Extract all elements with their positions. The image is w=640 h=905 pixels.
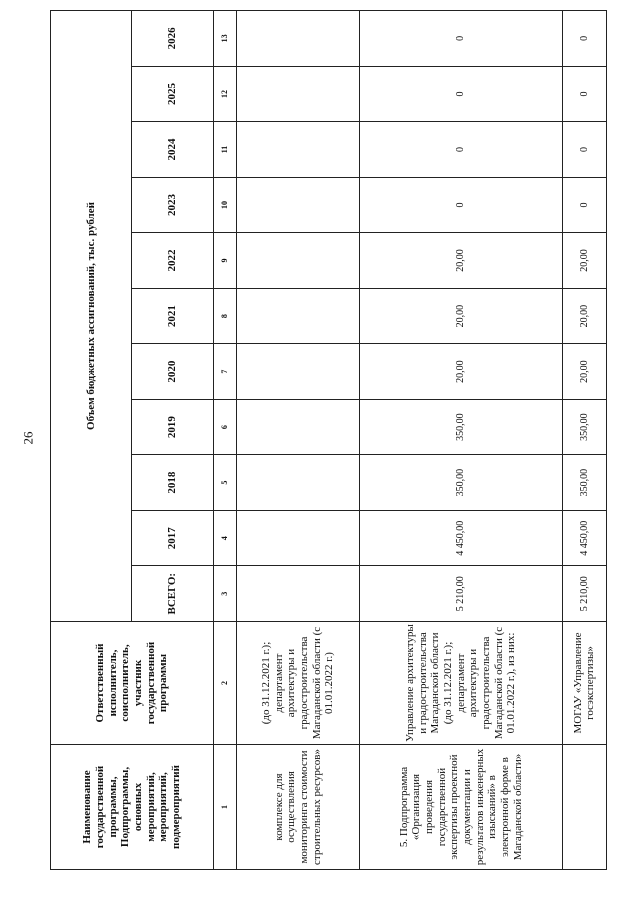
- row-value: 4 450,00: [562, 510, 606, 566]
- header-name: Наименование государственной программы, Подпрограммы, основных мероприятий, мероприятий, подмероприятий: [51, 745, 214, 870]
- row-value: 0: [360, 177, 562, 233]
- row-value: [236, 11, 359, 67]
- row-value: 0: [360, 122, 562, 178]
- row-value: 350,00: [360, 455, 562, 511]
- row-value: 0: [360, 66, 562, 122]
- index-cell: 8: [213, 288, 236, 344]
- row-value: 20,00: [562, 288, 606, 344]
- index-cell: 2: [213, 622, 236, 745]
- index-cell: 7: [213, 344, 236, 400]
- row-executor: МОГАУ «Управление госэкспертизы»: [562, 622, 606, 745]
- index-cell: 3: [213, 566, 236, 622]
- row-value: 4 450,00: [360, 510, 562, 566]
- header-year: 2024: [132, 122, 213, 178]
- header-year: 2026: [132, 11, 213, 67]
- row-value: [236, 288, 359, 344]
- row-value: 20,00: [360, 344, 562, 400]
- table-row: [360, 11, 562, 870]
- row-name: комплексе для осуществления мониторинга стоимости строительных ресурсов»: [236, 745, 359, 870]
- index-cell: 9: [213, 233, 236, 289]
- budget-table: [50, 10, 607, 870]
- row-value: [236, 455, 359, 511]
- row-name: [562, 745, 606, 870]
- page-number: 26: [20, 431, 36, 445]
- row-value: 350,00: [360, 399, 562, 455]
- header-year: 2021: [132, 288, 213, 344]
- header-year: 2023: [132, 177, 213, 233]
- row-value: [236, 66, 359, 122]
- row-value: 20,00: [562, 344, 606, 400]
- row-value: [236, 510, 359, 566]
- row-value: 0: [562, 177, 606, 233]
- index-row: [213, 11, 236, 870]
- row-value: [236, 566, 359, 622]
- row-value: [236, 344, 359, 400]
- index-cell: 5: [213, 455, 236, 511]
- row-value: [236, 233, 359, 289]
- row-value: 5 210,00: [360, 566, 562, 622]
- index-cell: 1: [213, 745, 236, 870]
- row-value: 0: [562, 66, 606, 122]
- index-cell: 6: [213, 399, 236, 455]
- index-cell: 13: [213, 11, 236, 67]
- index-cell: 12: [213, 66, 236, 122]
- table-row: [562, 11, 606, 870]
- header-year: 2019: [132, 399, 213, 455]
- row-value: 0: [562, 11, 606, 67]
- header-year: 2018: [132, 455, 213, 511]
- header-budget-group: Объем бюджетных ассигнований, тыс. рублей: [51, 11, 132, 622]
- row-value: [236, 399, 359, 455]
- row-name: 5. Подпрограмма «Организация проведения государственной экспертизы проектной документации и результатов инженерных изысканий» в электронной форме в Магаданской области»: [360, 745, 562, 870]
- header-year: 2020: [132, 344, 213, 400]
- row-value: [236, 122, 359, 178]
- row-value: 0: [562, 122, 606, 178]
- row-value: [236, 177, 359, 233]
- table-row: [236, 11, 359, 870]
- row-value: 20,00: [360, 233, 562, 289]
- header-executor: Ответственный исполнитель, соисполнитель, участник государственной программы: [51, 622, 214, 745]
- row-value: 20,00: [360, 288, 562, 344]
- row-executor: (до 31.12.2021 г.); департамент архитектуры и градостроительства Магаданской области (с 01.01.2022 г.): [236, 622, 359, 745]
- row-value: 5 210,00: [562, 566, 606, 622]
- row-value: 350,00: [562, 455, 606, 511]
- row-value: 0: [360, 11, 562, 67]
- header-total: ВСЕГО:: [132, 566, 213, 622]
- index-cell: 4: [213, 510, 236, 566]
- header-year: 2022: [132, 233, 213, 289]
- row-value: 20,00: [562, 233, 606, 289]
- row-executor: Управление архитектуры и градостроительства Магаданской области (до 31.12.2021 г.); департамент архитектуры и градостроительства Магаданской области (с 01.01.2022 г.), из них:: [360, 622, 562, 745]
- row-value: 350,00: [562, 399, 606, 455]
- header-year: 2017: [132, 510, 213, 566]
- index-cell: 10: [213, 177, 236, 233]
- index-cell: 11: [213, 122, 236, 178]
- budget-table-rotated: [50, 10, 607, 870]
- header-year: 2025: [132, 66, 213, 122]
